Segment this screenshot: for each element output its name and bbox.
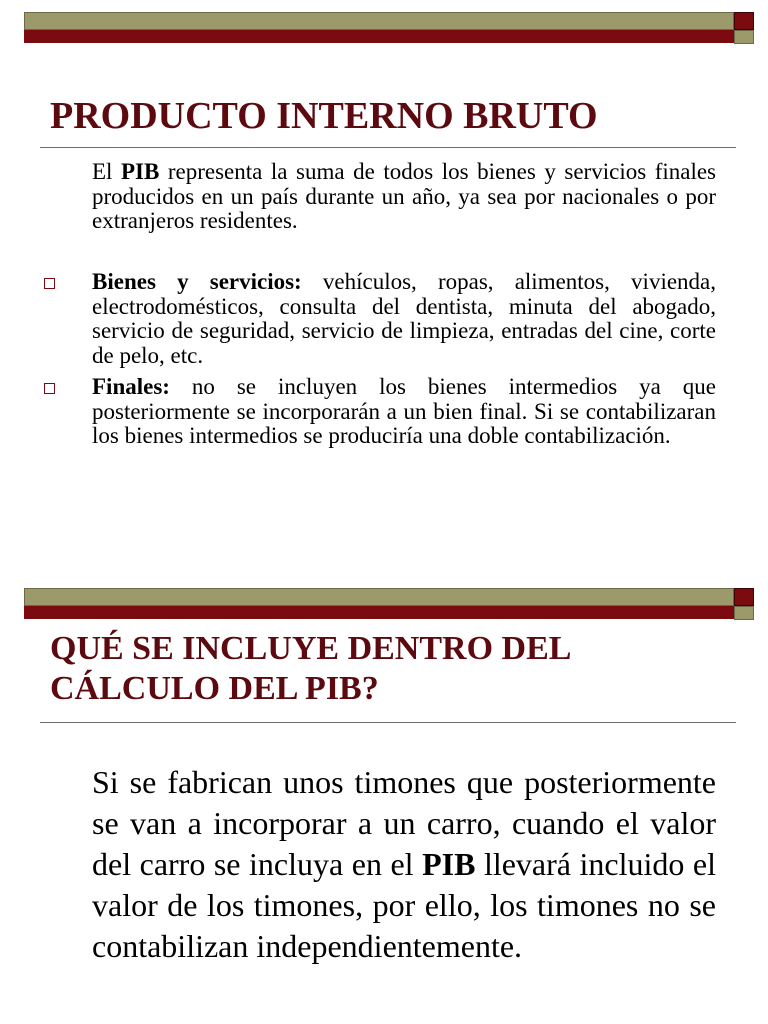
- bullet-term: Finales:: [92, 374, 170, 399]
- paragraph-post: llevará incluido el valor de los timones, por ello, los timones no se contabilizan independientemente.: [92, 846, 717, 964]
- bullet-text: no se incluyen los bienes intermedios ya que posteriormente se incorporarán a un bien final. Si se contabilizaran los bienes intermedios se produciría una doble contabilización.: [92, 374, 716, 448]
- bullet-term: Bienes y servicios:: [92, 269, 302, 294]
- olive-bar: [24, 588, 734, 606]
- paragraph-pib: PIB: [422, 846, 476, 882]
- slide1-title-rule: [40, 147, 736, 148]
- intro-pib: PIB: [120, 159, 160, 184]
- slide1-title: PRODUCTO INTERNO BRUTO: [50, 95, 598, 137]
- bullet-text: vehículos, ropas, alimentos, vivienda, electrodomésticos, consulta del dentista, minuta del abogado, servicio de seguridad, servicio de limpieza, entradas del cine, corte de pelo, etc.: [92, 269, 717, 368]
- intro-pre: El: [92, 159, 121, 184]
- slide2-title: [50, 629, 571, 709]
- bullet-bienes-servicios: [92, 270, 716, 368]
- slide1-header-band: [24, 12, 754, 44]
- corner-square-maroon: [734, 588, 754, 606]
- slide2-title-line1: QUÉ SE INCLUYE DENTRO DEL: [50, 630, 572, 667]
- corner-square-maroon: [734, 12, 754, 30]
- slide2-paragraph: [92, 762, 716, 967]
- corner-square-olive: [734, 606, 754, 620]
- square-bullet-icon: [44, 278, 55, 289]
- square-bullet-icon: [44, 383, 55, 394]
- paragraph-pre: Si se fabrican unos timones que posteriormente se van a incorporar a un carro, cuando el valor del carro se incluya en el: [92, 764, 716, 882]
- slide2-title-rule: [40, 722, 736, 723]
- slide1-intro: [92, 160, 716, 234]
- slide2-title-line2: CÁLCULO DEL PIB?: [50, 670, 379, 707]
- slide2-header-band: [24, 588, 754, 620]
- bullet-finales: [92, 375, 716, 449]
- intro-post: representa la suma de todos los bienes y servicios finales producidos en un país durante un año, ya sea por nacionales o por extranjeros residentes.: [92, 159, 716, 233]
- corner-square-olive: [734, 30, 754, 44]
- maroon-bar: [24, 606, 734, 619]
- maroon-bar: [24, 30, 734, 43]
- olive-bar: [24, 12, 734, 30]
